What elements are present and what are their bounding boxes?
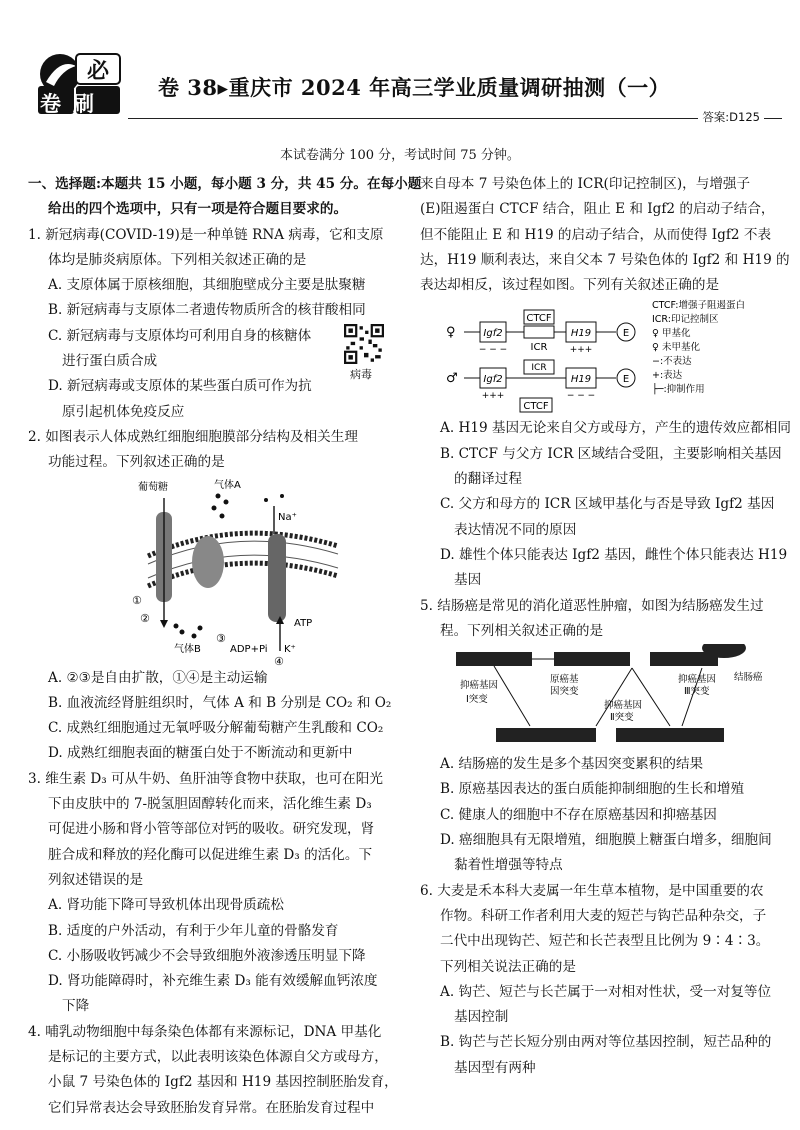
right-lines-line: (E)阻遏蛋白 CTCF 结合，阻止 E 和 Igf2 的启动子结合， [420, 201, 775, 218]
label-n3: ③ [216, 631, 226, 645]
gene-legend-item: CTCF:增强子阻遏蛋白 [652, 300, 745, 312]
left-lines2-line: C. 小肠吸收钙减少不会导致细胞外液渗透压明显下降 [48, 947, 366, 964]
left-lines2-line: 是标记的主要方式，以此表明该染色体源自父方或母方， [48, 1049, 388, 1066]
left-lines-line: 给出的四个选项中，只有一项是符合题目要求的。 [48, 201, 348, 218]
right-lines2-line: 基因 [454, 572, 482, 589]
right-lines3-line: A. 结肠癌的发生是多个基因突变累积的结果 [440, 756, 704, 773]
label-glucose: 葡萄糖 [138, 481, 168, 493]
right-lines3-line: 作物。科研工作者利用大麦的短芒与钩芒品种杂交，子 [440, 907, 767, 924]
left-lines2-line: B. 血液流经肾脏组织时，气体 A 和 B 分别是 CO₂ 和 O₂ [48, 694, 392, 711]
icr-f: ICR [530, 342, 548, 354]
cancer-label-4: 抑癌基因 [678, 674, 717, 686]
minus-m: − − − [566, 391, 596, 402]
right-lines2-line: 5. 结肠癌是常见的消化道恶性肿瘤，如图为结肠癌发生过 [420, 597, 764, 614]
h19-f: H19 [570, 328, 592, 340]
right-lines3-line: 6. 大麦是禾本科大麦属一年生草本植物，是中国重要的农 [420, 882, 764, 899]
left-lines-line: D. 新冠病毒或支原体的某些蛋白质可作为抗 [48, 378, 312, 395]
left-lines2-line: 脏合成和释放的羟化酶可以促进维生素 D₃ 的活化。下 [48, 846, 373, 863]
cancer-label-1b: Ⅰ突变 [466, 694, 488, 706]
left-lines2-line: 4. 哺乳动物细胞中每条染色体都有来源标记，DNA 甲基化 [28, 1023, 382, 1040]
gene-legend-item: +:表达 [652, 370, 683, 382]
right-lines3-line: C. 健康人的细胞中不存在原癌基因和抑癌基因 [440, 806, 717, 823]
ctcf-m: CTCF [523, 401, 549, 413]
left-lines-line: B. 新冠病毒与支原体二者遗传物质所含的核苷酸相同 [48, 302, 366, 319]
right-column [420, 172, 796, 1081]
cancer-label-3: 抑癌基因 [604, 700, 643, 712]
right-lines2-line: 的翻译过程 [454, 471, 522, 488]
label-n4: ④ [274, 654, 284, 666]
cancer-label-5: 结肠癌 [734, 672, 763, 684]
left-lines-line: C. 新冠病毒与支原体均可利用自身的核糖体 [48, 327, 312, 344]
question-block-2 [28, 666, 408, 1121]
left-lines2-line: A. 肾功能下降可导致机体出现骨质疏松 [48, 897, 284, 914]
gene-legend-item: −:不表达 [652, 356, 692, 368]
right-lines2-line: D. 雄性个体只能表达 Igf2 基因，雌性个体只能表达 H19 [440, 546, 788, 563]
membrane-diagram [118, 476, 358, 666]
female-symbol: ♀ [446, 325, 456, 341]
label-adp: ADP+Pi [230, 643, 268, 655]
gene-legend-item: ICR:印记控制区 [652, 314, 719, 326]
left-lines2-line: A. ②③是自由扩散，①④是主动运输 [48, 669, 268, 686]
right-lines3-line: A. 钩芒、短芒与长芒属于一对相对性状，受一对复等位 [440, 983, 772, 1000]
answer-code: 答案:D125 [698, 109, 764, 125]
cancer-label-1: 抑癌基因 [460, 680, 499, 692]
exam-note: 本试卷满分 100 分，考试时间 75 分钟。 [280, 148, 520, 163]
left-lines2-line: 可促进小肠和肾小管等部位对钙的吸收。研究发现，肾 [48, 821, 375, 838]
minus-f: − − − [478, 345, 508, 356]
right-lines3-line: 下列相关说法正确的是 [440, 958, 576, 975]
label-n1: ① [132, 593, 142, 607]
right-lines2-line: 程。下列相关叙述正确的是 [440, 622, 604, 639]
left-lines-line: 2. 如图表示人体成熟红细胞细胞膜部分结构及相关生理 [28, 428, 358, 445]
right-lines3-line: 基因控制 [454, 1009, 509, 1026]
question-block-4-options [420, 416, 796, 644]
right-lines3-line: 黏着性增强等特点 [454, 857, 563, 874]
left-lines2-line: 它们异常表达会导致胚胎发育异常。在胚胎发育过程中 [48, 1099, 375, 1116]
right-lines2-line: A. H19 基因无论来自父方或母方，产生的遗传效应都相同 [440, 420, 791, 437]
plus-f: +++ [569, 345, 593, 356]
igf2-f: Igf2 [483, 328, 503, 340]
left-lines2-line: B. 适度的户外活动，有利于少年儿童的骨骼发育 [48, 922, 339, 939]
left-lines2-line: 列叙述错误的是 [48, 871, 144, 888]
gene-legend-item: ♀ 未甲基化 [652, 342, 700, 354]
right-lines-line: 来自母本 7 号染色体上的 ICR(印记控制区)，与增强子 [420, 176, 751, 192]
right-lines2-line: C. 父方和母方的 ICR 区域甲基化与否是导致 Igf2 基因 [440, 496, 775, 513]
gene-legend-item: ├─:抑制作用 [652, 384, 705, 396]
left-lines2-line: C. 成熟红细胞通过无氧呼吸分解葡萄糖产生乳酸和 CO₂ [48, 720, 384, 737]
qr-caption: 病毒 [350, 368, 372, 381]
gene-legend-item: ♀ 甲基化 [652, 328, 691, 340]
left-lines2-line: D. 肾功能障碍时，补充维生素 D₃ 能有效缓解血钙浓度 [48, 973, 378, 990]
label-na: Na⁺ [278, 511, 297, 523]
right-lines3-line: D. 癌细胞具有无限增殖，细胞膜上糖蛋白增多，细胞间 [440, 832, 772, 849]
left-lines2-line: D. 成熟红细胞表面的糖蛋白处于不断流动和更新中 [48, 745, 353, 762]
left-lines2-line: 3. 维生素 D₃ 可从牛奶、鱼肝油等食物中获取，也可在阳光 [28, 770, 383, 787]
plus-m: +++ [481, 391, 505, 402]
label-atp: ATP [294, 617, 313, 629]
gene-figure [420, 298, 796, 416]
question-block-5-6 [420, 752, 796, 1081]
right-lines2-line: B. CTCF 与父方 ICR 区域结合受阻，主要影响相关基因 [440, 445, 782, 462]
cancer-label-4b: Ⅲ突变 [684, 686, 710, 698]
left-lines2-line: 下由皮肤中的 7-脱氢胆固醇转化而来，活化维生素 D₃ [48, 796, 372, 813]
cancer-label-2b: 因突变 [550, 686, 579, 698]
right-lines3-line: 基因型有两种 [454, 1059, 536, 1076]
logo-top-text: 必 [86, 59, 110, 84]
right-lines3-line: 二代中出现钩芒、短芒和长芒表型且比例为 9∶4∶3。 [440, 933, 770, 950]
logo-bottom-text: 卷刷 [40, 92, 106, 116]
left-lines-line: 一、选择题:本题共 15 小题，每小题 3 分，共 45 分。在每小题 [28, 176, 422, 192]
right-lines-line: 表达却相反，该过程如图。下列有关叙述正确的是 [420, 277, 720, 294]
male-symbol: ♂ [446, 371, 458, 387]
left-lines-line: A. 支原体属于原核细胞，其细胞壁成分主要是肽聚糖 [48, 277, 366, 294]
right-lines-line: 但不能阻止 E 和 H19 的启动子结合，从而使得 Igf2 不表 [420, 226, 772, 243]
gene-diagram [420, 298, 796, 416]
question-block-4-cont [420, 172, 796, 298]
label-gas-b: 气体B [174, 643, 201, 655]
label-n2: ② [140, 611, 150, 625]
e-m: E [622, 374, 630, 386]
right-lines3-line: B. 原癌基因表达的蛋白质能抑制细胞的生长和增殖 [440, 781, 745, 798]
h19-m: H19 [570, 374, 592, 386]
left-lines-line: 进行蛋白质合成 [62, 353, 158, 370]
icr-m: ICR [531, 363, 547, 374]
header-divider [128, 118, 782, 119]
label-gas-a: 气体A [214, 479, 241, 491]
left-lines2-line: 小鼠 7 号染色体的 Igf2 基因和 H19 基因控制胚胎发育， [48, 1074, 398, 1091]
cancer-diagram [420, 644, 796, 752]
left-lines-line: 功能过程。下列叙述正确的是 [48, 454, 225, 471]
right-lines-line: 达，H19 顺利表达，来自父本 7 号染色体的 Igf2 和 H19 的 [420, 251, 790, 268]
cancer-label-3b: Ⅱ突变 [610, 712, 634, 724]
cancer-label-2: 原癌基 [550, 674, 579, 686]
qr-code [344, 324, 384, 364]
ctcf-f: CTCF [526, 313, 552, 325]
right-lines3-line: B. 钩芒与芒长短分别由两对等位基因控制，短芒品种的 [440, 1034, 772, 1051]
left-lines-line: 体均是肺炎病原体。下列相关叙述正确的是 [48, 251, 307, 268]
left-lines2-line: 下降 [62, 998, 90, 1015]
left-lines-line: 原引起机体免疫反应 [62, 403, 185, 420]
right-lines2-line: 表达情况不同的原因 [454, 521, 577, 538]
left-column [28, 172, 422, 1121]
cancer-figure [420, 644, 796, 752]
label-k: K⁺ [284, 643, 296, 655]
igf2-m: Igf2 [483, 374, 503, 386]
exam-title: 卷 38▸重庆市 2024 年高三学业质量调研抽测（一） [158, 75, 671, 100]
membrane-figure [118, 476, 358, 666]
e-f: E [622, 328, 630, 340]
left-lines-line: 1. 新冠病毒(COVID-19)是一种单链 RNA 病毒，它和支原 [28, 226, 384, 243]
